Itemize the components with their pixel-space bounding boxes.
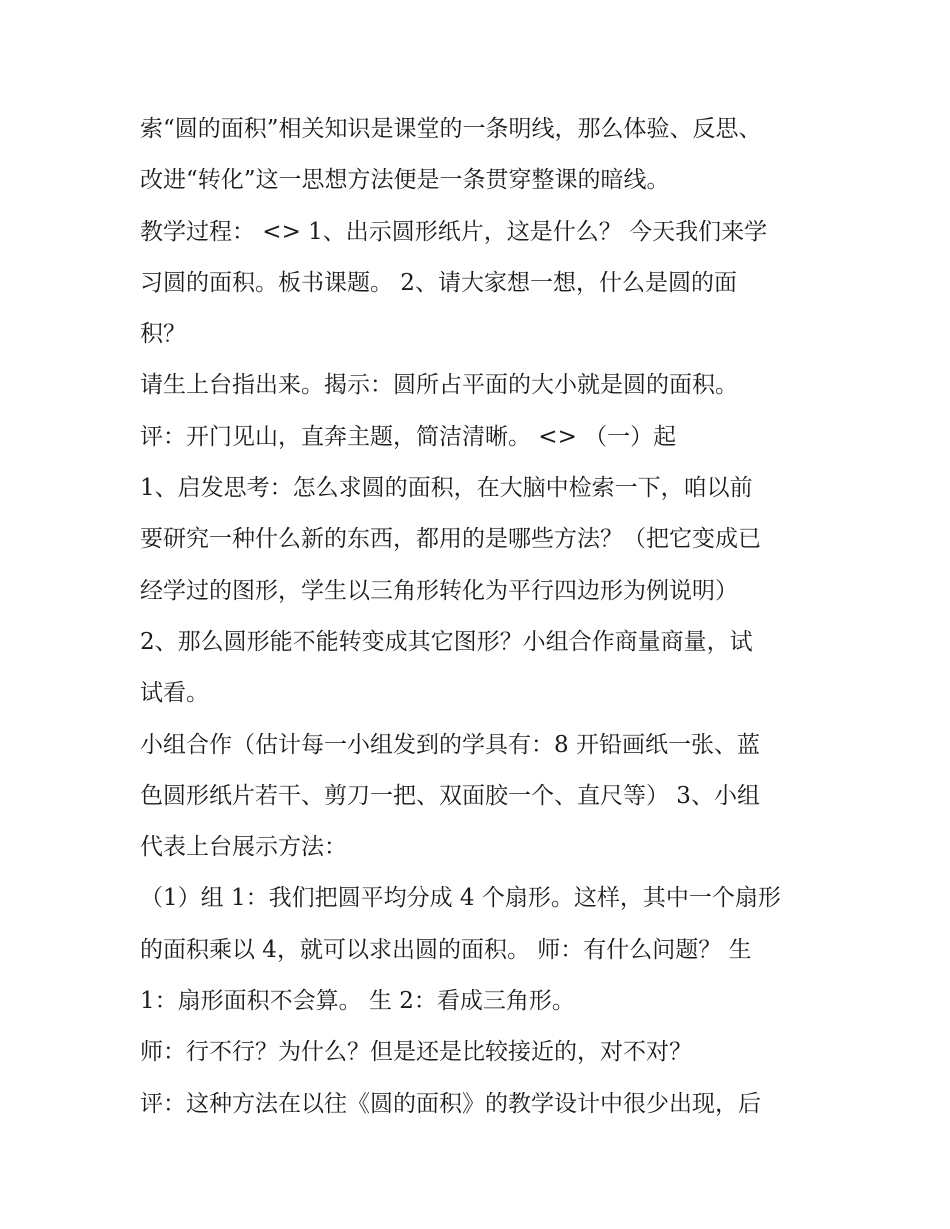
text-line: 教学过程： <> 1、出示圆形纸片，这是什么？ 今天我们来学: [140, 218, 768, 245]
text-line: 积？: [140, 321, 186, 348]
text-line: 师：行不行？为什么？但是还是比较接近的，对不对？: [140, 1039, 692, 1066]
text-line: （1）组 1：我们把圆平均分成 4 个扇形。这样，其中一个扇形: [140, 885, 781, 912]
text-line: 请生上台指出来。揭示：圆所占平面的大小就是圆的面积。: [140, 372, 738, 399]
text-line: 习圆的面积。板书课题。 2、请大家想一想，什么是圆的面: [140, 269, 737, 296]
text-line: 色圆形纸片若干、剪刀一把、双面胶一个、直尺等） 3、小组: [140, 782, 760, 809]
document-body: [140, 104, 830, 1130]
text-line: 1、启发思考：怎么求圆的面积，在大脑中检索一下，咱以前: [140, 475, 753, 502]
text-line: 评：这种方法在以往《圆的面积》的教学设计中很少出现，后: [140, 1090, 761, 1117]
text-line: 评：开门见山，直奔主题，简洁清晰。 <> （一）起: [140, 423, 677, 450]
text-line: 索“圆的面积”相关知识是课堂的一条明线，那么体验、反思、: [140, 116, 762, 142]
text-line: 经学过的图形，学生以三角形转化为平行四边形为例说明）: [140, 577, 738, 604]
text-line: 试看。: [140, 680, 209, 707]
text-line: 要研究一种什么新的东西，都用的是哪些方法？（把它变成已: [140, 526, 761, 553]
text-line: 1：扇形面积不会算。 生 2：看成三角形。: [140, 988, 575, 1015]
text-line: 的面积乘以 4，就可以求出圆的面积。 师：有什么问题？ 生: [140, 936, 752, 963]
text-line: 小组合作（估计每一小组发到的学具有：8 开铅画纸一张、蓝: [140, 731, 760, 758]
text-line: 代表上台展示方法：: [140, 834, 347, 861]
text-line: 改进“转化”这一思想方法便是一条贯穿整课的暗线。: [140, 167, 670, 194]
text-line: 2、那么圆形能不能转变成其它图形？小组合作商量商量，试: [140, 628, 753, 655]
